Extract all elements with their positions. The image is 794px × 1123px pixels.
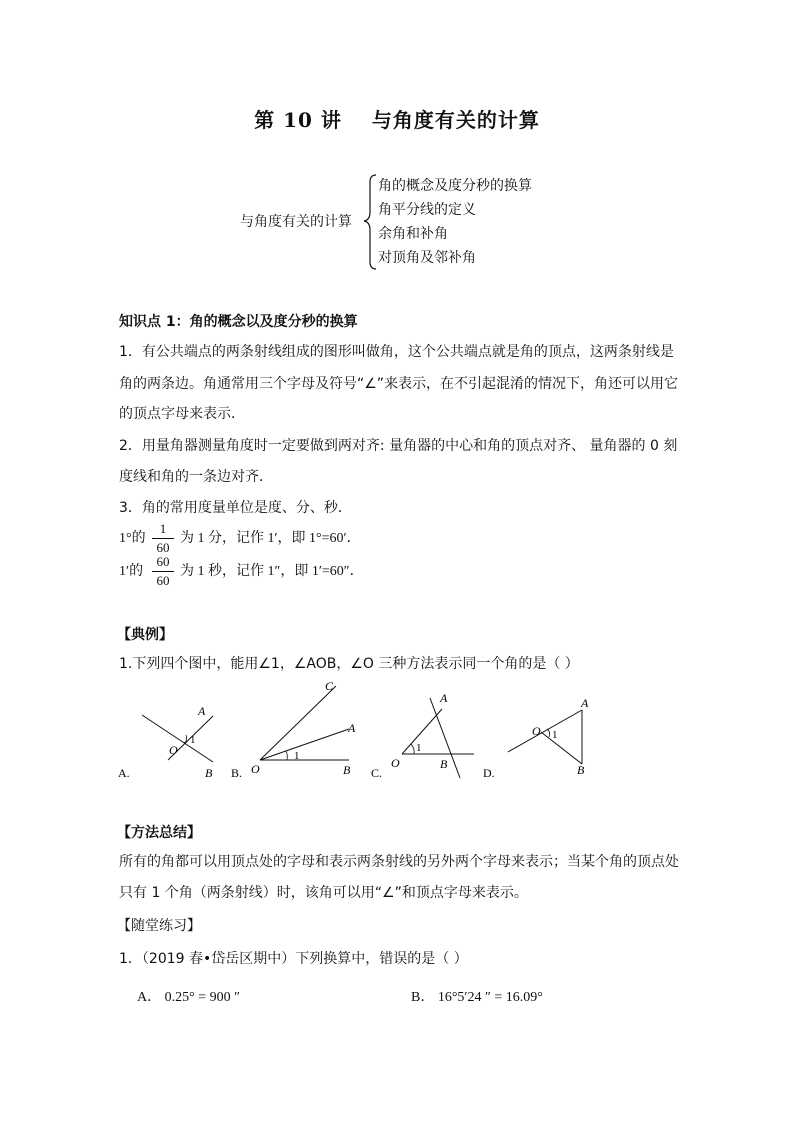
method-line-2: 只有 1 个角（两条射线）时，该角可以用“∠”和顶点字母来表示。 <box>119 885 528 901</box>
figure-d-label-a: A <box>581 696 589 710</box>
fraction-denominator: 60 <box>156 540 170 555</box>
para-1-line-2: 角的两条边。角通常用三个字母及符号“∠”来表示，在不引起混淆的情况下，角还可以用它 <box>119 376 679 392</box>
para-1-line-3: 的顶点字母来表示． <box>119 406 245 422</box>
figure-d-label-1: 1 <box>552 729 558 741</box>
section-heading-1: 知识点 1：角的概念以及度分秒的换算 <box>119 314 358 330</box>
para-1-line-1: 1．有公共端点的两条射线组成的图形叫做角，这个公共端点就是角的顶点，这两条射线是 <box>119 344 674 360</box>
figure-b-option: B. <box>231 766 243 780</box>
example-heading: 【典例】 <box>117 627 173 643</box>
figure-a <box>118 704 213 780</box>
degree-minute-pre: 1°的 <box>119 531 146 546</box>
figure-c-label-b: B <box>440 757 448 771</box>
figure-d-label-o: O <box>532 724 541 738</box>
method-heading: 【方法总结】 <box>117 825 201 841</box>
figure-c-option: C. <box>371 766 383 780</box>
brace-icon <box>362 174 378 270</box>
figure-a-label-a: A <box>198 704 206 718</box>
figure-d-option: D. <box>483 766 495 780</box>
degree-minute-post: 为 1 分，记作 1′，即 1°=60′． <box>180 531 361 546</box>
figure-b-label-a: A <box>348 721 356 735</box>
fraction-60-60 <box>152 554 174 589</box>
outline-root: 与角度有关的计算 <box>240 214 352 230</box>
figure-a-label-1: 1 <box>190 734 196 746</box>
fraction-1-60 <box>152 521 174 556</box>
method-line-1: 所有的角都可以用顶点处的字母和表示两条射线的另外两个字母来表示；当某个角的顶点处 <box>119 854 679 870</box>
figure-b-label-b: B <box>343 763 351 777</box>
minute-second-pre: 1′的 <box>119 564 144 579</box>
outline-item-1: 角的概念及度分秒的换算 <box>378 178 532 194</box>
outline-item-2: 角平分线的定义 <box>378 202 476 218</box>
outline-item-4: 对顶角及邻补角 <box>378 250 476 266</box>
figure-c-label-o: O <box>391 756 400 770</box>
figure-b-label-1: 1 <box>294 750 300 762</box>
figures-row <box>115 672 595 782</box>
title-topic: 与角度有关的计算 <box>371 108 540 132</box>
figure-d <box>483 696 589 780</box>
para-2-line-2: 度线和角的一条边对齐． <box>119 469 273 485</box>
practice-heading: 【随堂练习】 <box>117 918 201 934</box>
fraction-denominator: 60 <box>156 573 170 588</box>
figure-d-label-b: B <box>577 763 585 777</box>
figure-b <box>231 679 356 780</box>
figure-b-label-o: O <box>251 762 260 776</box>
para-3: 3．角的常用度量单位是度、分、秒． <box>119 500 352 516</box>
figure-c <box>371 691 474 780</box>
practice-question-1: 1．（2019 春•岱岳区期中）下列换算中，错误的是（ ） <box>119 951 468 967</box>
minute-second-post: 为 1 秒，记作 1″，即 1′=60″． <box>180 564 364 579</box>
para-2-line-1: 2．用量角器测量角度时一定要做到两对齐: 量角器的中心和角的顶点对齐、 量角器的 0 刻 <box>119 438 678 454</box>
outline-item-3: 余角和补角 <box>378 226 448 242</box>
figure-a-label-b: B <box>205 766 213 780</box>
practice-option-a: A． 0.25° = 900 ″ <box>137 990 240 1005</box>
page-title <box>0 104 794 133</box>
practice-option-b: B． 16°5′24 ″ = 16.09° <box>411 990 543 1005</box>
example-question-1: 1.下列四个图中，能用∠1，∠AOB，∠O 三种方法表示同一个角的是（ ） <box>119 656 579 672</box>
figure-c-label-1: 1 <box>416 742 422 754</box>
fraction-numerator: 60 <box>156 554 170 569</box>
figure-a-option: A. <box>118 766 130 780</box>
figure-b-label-c: C <box>325 679 334 693</box>
title-lecture-number: 第 10 讲 <box>254 108 342 132</box>
figure-c-label-a: A <box>440 691 448 705</box>
figure-a-label-o: O <box>169 743 178 757</box>
fraction-numerator: 1 <box>159 521 167 536</box>
